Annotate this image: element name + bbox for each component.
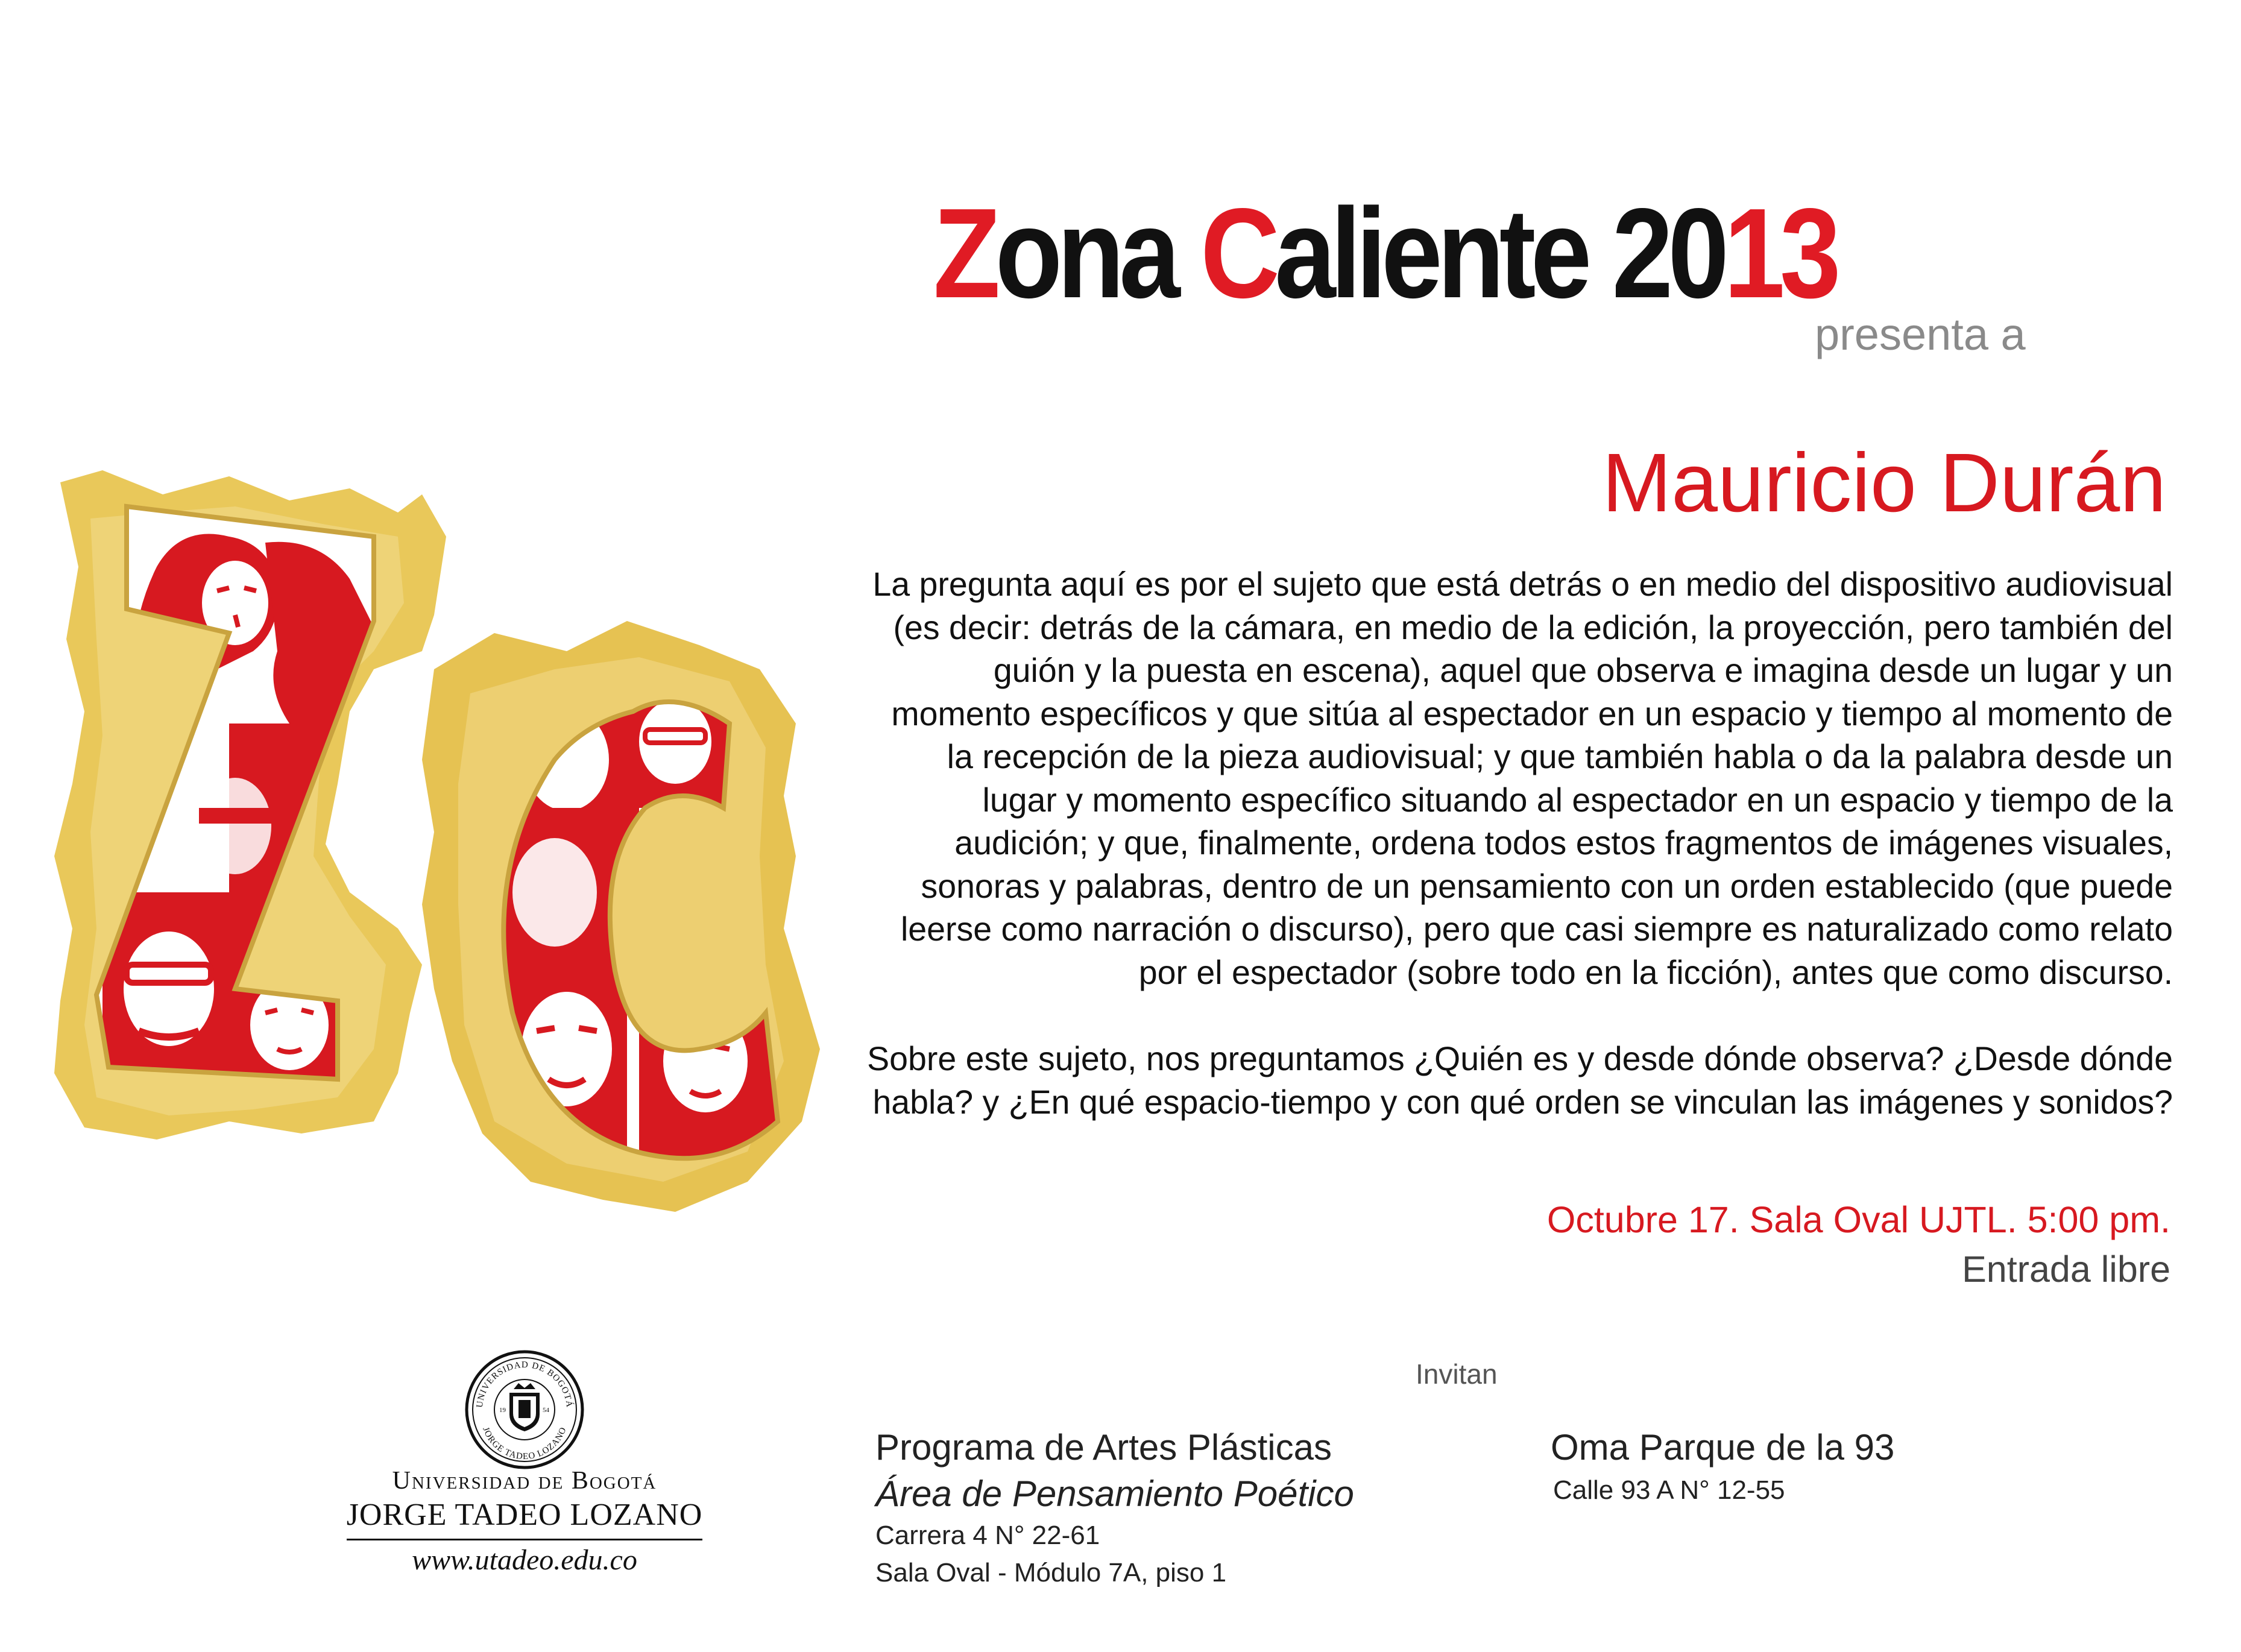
university-name-line-2: JORGE TADEO LOZANO — [346, 1498, 703, 1532]
svg-text:19: 19 — [499, 1407, 506, 1414]
oma-address: Calle 93 A N° 12-55 — [1553, 1475, 1785, 1505]
description — [863, 563, 2173, 1124]
title-part-aliente: aliente 20 — [1275, 181, 1724, 324]
event-series-title — [933, 181, 1836, 326]
university-seal-icon — [338, 1349, 711, 1470]
university-name-line-1: Universidad de Bogotá — [392, 1467, 657, 1495]
zc-logo-artwork — [36, 470, 832, 1218]
university-url: www.utadeo.edu.co — [412, 1544, 637, 1576]
program-area: Área de Pensamiento Poético — [875, 1474, 1354, 1514]
entry-note: Entrada libre — [1962, 1249, 2170, 1290]
description-paragraph-1: La pregunta aquí es por el sujeto que está detrás o en medio del dispositivo audiovisual (es decir: detrás de la cámara, en medio de la edición, la proyección, pero también del guión y la puesta en escena), aquel que observa e imagina desde un lugar y un momento específicos y que sitúa al espectador en un espacio y tiempo al momento de la recepción de la pieza audiovisual; y que también habla o da la palabra desde un lugar y momento específico situando al espectador en un espacio y tiempo de la audición; y que, finalmente, ordena todos estos fragmentos de imágenes visuales, sonoras y palabras, dentro de un pensamiento con un orden establecido (que puede leerse como narración o discurso), pero que casi siempre es naturalizado como relato por el espectador (sobre todo en la ficción), antes que como discurso. — [872, 566, 2173, 991]
artist-name: Mauricio Durán — [1602, 437, 2166, 529]
event-datetime: Octubre 17. Sala Oval UJTL. 5:00 pm. — [1546, 1199, 2170, 1240]
invitan-label: Invitan — [1416, 1358, 1498, 1390]
svg-text:JORGE TADEO LOZANO: JORGE TADEO LOZANO — [481, 1425, 569, 1462]
svg-text:54: 54 — [543, 1407, 549, 1414]
program-address-1: Carrera 4 N° 22-61 — [875, 1521, 1100, 1550]
university-divider — [347, 1539, 702, 1540]
program-address-2: Sala Oval - Módulo 7A, piso 1 — [875, 1558, 1227, 1587]
title-part-c: C — [1200, 181, 1275, 324]
program-name: Programa de Artes Plásticas — [875, 1427, 1332, 1468]
svg-text:UNIVERSIDAD DE BOGOTÁ: UNIVERSIDAD DE BOGOTÁ — [474, 1360, 575, 1408]
presenta-label: presenta a — [1815, 309, 2026, 359]
title-part-ona: ona — [995, 181, 1201, 324]
oma-name: Oma Parque de la 93 — [1551, 1427, 1895, 1468]
title-part-z: Z — [933, 181, 995, 324]
title-part-year: 13 — [1724, 181, 1836, 324]
description-paragraph-2: Sobre este sujeto, nos preguntamos ¿Quién es y desde dónde observa? ¿Desde dónde habla? y ¿En qué espacio-tiempo y con qué orden se vinculan las imágenes y sonidos? — [867, 1040, 2173, 1121]
